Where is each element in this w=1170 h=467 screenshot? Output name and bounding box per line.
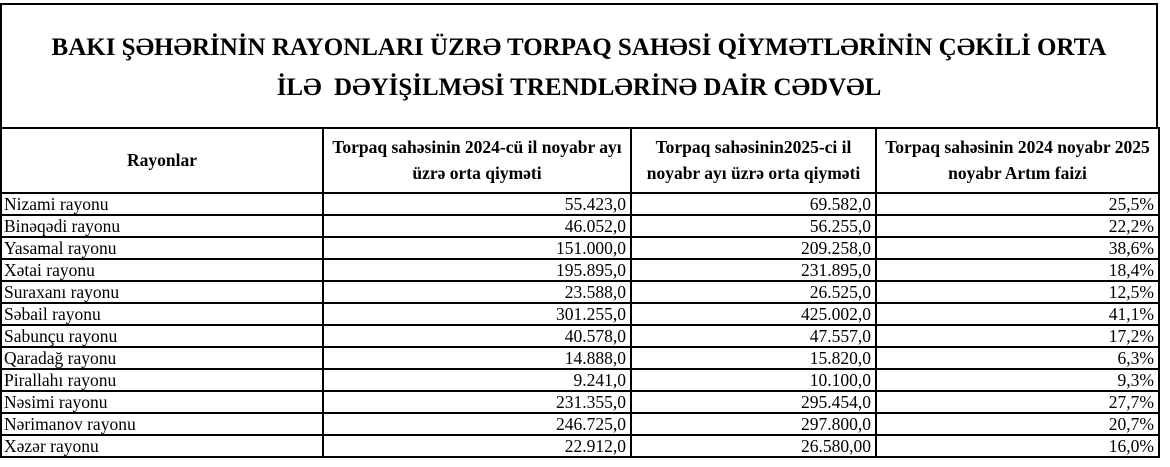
table-row bbox=[1, 369, 1159, 391]
price-2024-cell: 14.888,0 bbox=[323, 347, 631, 369]
district-cell: Pirallahı rayonu bbox=[1, 369, 323, 391]
price-2024-cell: 46.052,0 bbox=[323, 215, 631, 237]
growth-cell: 18,4% bbox=[876, 259, 1159, 281]
header-rayonlar: Rayonlar bbox=[1, 128, 323, 193]
growth-cell: 22,2% bbox=[876, 215, 1159, 237]
table-title-line-2: İLƏ DƏYİŞİLMƏSİ TRENDLƏRİNƏ DAİR CƏDVƏL bbox=[276, 74, 882, 101]
table-title-line-1: BAKI ŞƏHƏRİNİN RAYONLARI ÜZRƏ TORPAQ SAHƏSİ QİYMƏTLƏRİNİN ÇƏKİLİ ORTA bbox=[51, 34, 1107, 61]
price-2025-cell: 69.582,0 bbox=[631, 193, 876, 215]
table-row bbox=[1, 237, 1159, 259]
header-row bbox=[1, 128, 1159, 193]
table-row bbox=[1, 215, 1159, 237]
growth-cell: 16,0% bbox=[876, 435, 1159, 457]
growth-cell: 17,2% bbox=[876, 325, 1159, 347]
district-cell: Suraxanı rayonu bbox=[1, 281, 323, 303]
table-row bbox=[1, 413, 1159, 435]
table-row bbox=[1, 303, 1159, 325]
header-price-2025: Torpaq sahəsinin2025-ci il noyabr ayı üzrə orta qiyməti bbox=[631, 128, 876, 193]
table-row bbox=[1, 281, 1159, 303]
table-row bbox=[1, 259, 1159, 281]
table-row bbox=[1, 325, 1159, 347]
price-2024-cell: 231.355,0 bbox=[323, 391, 631, 413]
price-2025-cell: 10.100,0 bbox=[631, 369, 876, 391]
table-row bbox=[1, 347, 1159, 369]
district-cell: Binəqədi rayonu bbox=[1, 215, 323, 237]
table-row bbox=[1, 193, 1159, 215]
price-2024-cell: 23.588,0 bbox=[323, 281, 631, 303]
price-2025-cell: 295.454,0 bbox=[631, 391, 876, 413]
district-cell: Səbail rayonu bbox=[1, 303, 323, 325]
district-cell: Xəzər rayonu bbox=[1, 435, 323, 457]
growth-cell: 20,7% bbox=[876, 413, 1159, 435]
growth-cell: 9,3% bbox=[876, 369, 1159, 391]
growth-cell: 41,1% bbox=[876, 303, 1159, 325]
district-cell: Nərimanov rayonu bbox=[1, 413, 323, 435]
growth-cell: 6,3% bbox=[876, 347, 1159, 369]
price-2024-cell: 246.725,0 bbox=[323, 413, 631, 435]
growth-cell: 25,5% bbox=[876, 193, 1159, 215]
district-cell: Nəsimi rayonu bbox=[1, 391, 323, 413]
district-cell: Qaradağ rayonu bbox=[1, 347, 323, 369]
price-2025-cell: 47.557,0 bbox=[631, 325, 876, 347]
district-cell: Yasamal rayonu bbox=[1, 237, 323, 259]
price-2025-cell: 26.525,0 bbox=[631, 281, 876, 303]
table-row bbox=[1, 435, 1159, 457]
price-2025-cell: 425.002,0 bbox=[631, 303, 876, 325]
price-2024-cell: 301.255,0 bbox=[323, 303, 631, 325]
price-2025-cell: 26.580,00 bbox=[631, 435, 876, 457]
price-2024-cell: 22.912,0 bbox=[323, 435, 631, 457]
price-2025-cell: 297.800,0 bbox=[631, 413, 876, 435]
price-2024-cell: 151.000,0 bbox=[323, 237, 631, 259]
price-2024-cell: 55.423,0 bbox=[323, 193, 631, 215]
table-row bbox=[1, 391, 1159, 413]
price-2024-cell: 40.578,0 bbox=[323, 325, 631, 347]
land-price-table bbox=[0, 127, 1160, 458]
table-header bbox=[1, 128, 1159, 193]
district-cell: Xətai rayonu bbox=[1, 259, 323, 281]
header-growth: Torpaq sahəsinin 2024 noyabr 2025 noyabr Artım faizi bbox=[876, 128, 1159, 193]
growth-cell: 27,7% bbox=[876, 391, 1159, 413]
price-2025-cell: 231.895,0 bbox=[631, 259, 876, 281]
header-price-2024: Torpaq sahəsinin 2024-cü il noyabr ayı üzrə orta qiyməti bbox=[323, 128, 631, 193]
district-cell: Nizami rayonu bbox=[1, 193, 323, 215]
price-2024-cell: 195.895,0 bbox=[323, 259, 631, 281]
growth-cell: 12,5% bbox=[876, 281, 1159, 303]
price-2025-cell: 15.820,0 bbox=[631, 347, 876, 369]
price-2024-cell: 9.241,0 bbox=[323, 369, 631, 391]
table-title-box bbox=[0, 3, 1158, 127]
table-body bbox=[1, 193, 1159, 457]
price-2025-cell: 209.258,0 bbox=[631, 237, 876, 259]
price-2025-cell: 56.255,0 bbox=[631, 215, 876, 237]
growth-cell: 38,6% bbox=[876, 237, 1159, 259]
district-cell: Sabunçu rayonu bbox=[1, 325, 323, 347]
